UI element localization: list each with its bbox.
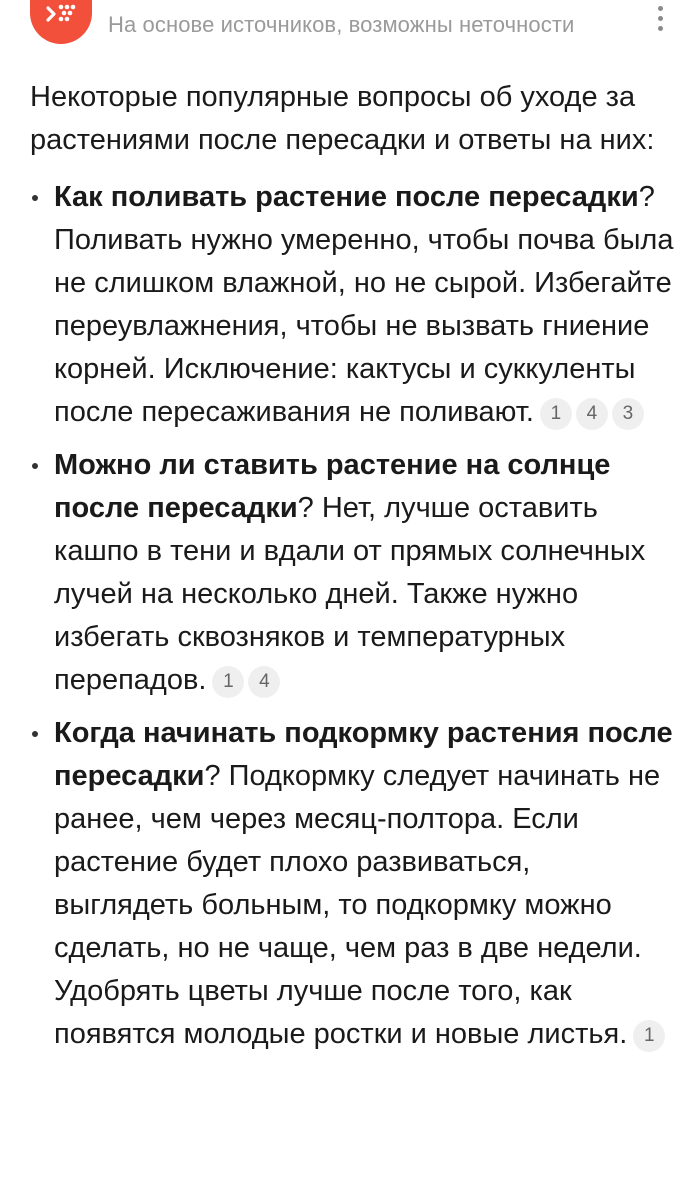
answer-text: ? Подкормку следует начинать не ранее, чем через месяц-полтора. Если растение будет плохо развиваться, выглядеть больным, то подкормку можно сделать, но не чаще, чем раз в две недели. Удобрять цветы лучше после того, как появятся молодые ростки и новые листья. <box>54 760 661 1050</box>
bullet-icon <box>30 444 40 487</box>
citation-badge[interactable]: 1 <box>633 1020 665 1052</box>
list-item <box>30 444 675 702</box>
source-disclaimer: На основе источников, возможны неточности <box>108 12 575 37</box>
yandex-alice-logo-icon[interactable] <box>30 0 92 44</box>
citation-badge[interactable]: 1 <box>212 666 244 698</box>
answer-header <box>0 0 700 60</box>
more-vertical-icon[interactable] <box>654 6 666 36</box>
answer-intro: Некоторые популярные вопросы об уходе за растениями после пересадки и ответы на них: <box>30 81 655 156</box>
bullet-icon <box>30 176 40 219</box>
answer-text: ? Поливать нужно умеренно, чтобы почва была не слишком влажной, но не сырой. Избегайте переувлажнения, чтобы не вызвать гниение корней. Исключение: кактусы и суккуленты после пересаживания не поливают. <box>54 181 674 428</box>
answer-content <box>30 76 675 1066</box>
question-text: Когда начинать подкормку растения после пересадки <box>54 717 673 792</box>
qa-list <box>30 176 675 1056</box>
list-item <box>30 176 675 434</box>
bullet-icon <box>30 712 40 755</box>
citation-badge[interactable]: 1 <box>540 398 572 430</box>
citation-badge[interactable]: 4 <box>576 398 608 430</box>
question-text: Можно ли ставить растение на солнце после пересадки <box>54 449 611 524</box>
citation-badge[interactable]: 3 <box>612 398 644 430</box>
citation-badge[interactable]: 4 <box>248 666 280 698</box>
list-item <box>30 712 675 1056</box>
question-text: Как поливать растение после пересадки <box>54 181 639 213</box>
answer-text: ? Нет, лучше оставить кашпо в тени и вдали от прямых солнечных лучей на несколько дней. Также нужно избегать сквозняков и температурных перепадов. <box>54 492 646 696</box>
